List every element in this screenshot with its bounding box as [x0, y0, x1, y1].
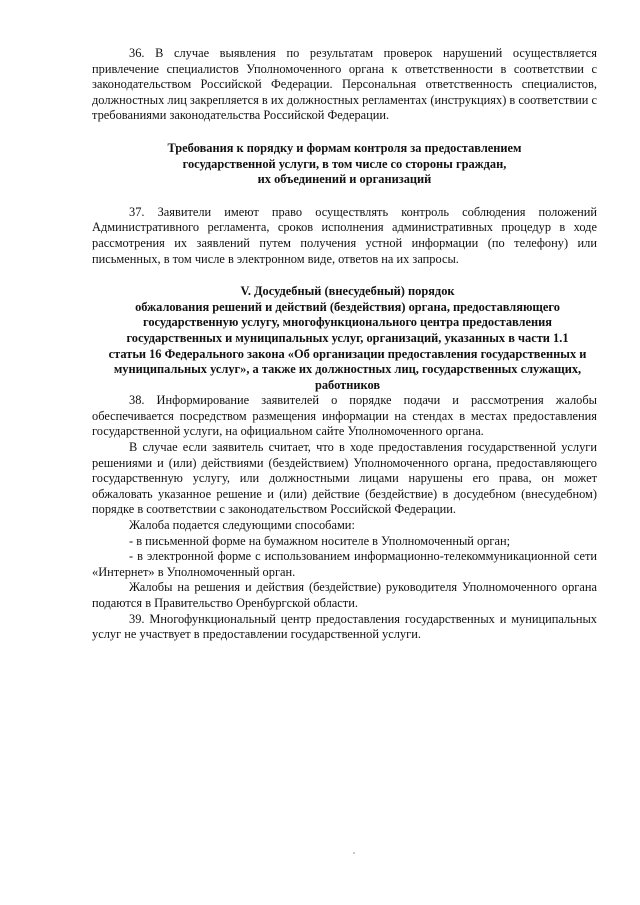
heading-line: Требования к порядку и формам контроля за предоставлением [167, 140, 522, 155]
heading-section-5 [90, 284, 605, 393]
heading-line: государственную услугу, многофункционального центра предоставления [143, 315, 552, 330]
paragraph-36: 36. В случае выявления по результатам проверок нарушений осуществляется привлечение специалистов Уполномоченного органа к ответственности в соответствии с законодательством Российской Федерации. Персональная ответственность специалистов, должностных лиц закрепляется в их должностных регламентах (инструкциях) в соответствии с требованиями законодательства Российской Федерации. [92, 46, 597, 123]
paragraph-38-violation: В случае если заявитель считает, что в ходе предоставления государственной услуги решениями и (или) действиями (бездействием) Уполномоченного органа, предоставляющего государственную услугу, или должностными лицами нарушены его права, он может обжаловать указанное решение и (или) действие (бездействие) в досудебном (внесудебном) порядке в соответствии с законодательством Российской Федерации. [92, 440, 597, 517]
heading-line: обжалования решений и действий (бездействия) органа, предоставляющего [135, 299, 560, 314]
paragraph-38: 38. Информирование заявителей о порядке подачи и рассмотрения жалобы обеспечивается посредством размещения информации на стендах в местах предоставления государственной услуги, на официальном сайте Уполномоченного органа. [92, 393, 597, 439]
paragraph-37: 37. Заявители имеют право осуществлять контроль соблюдения положений Административного регламента, сроков исполнения административных процедур в ходе рассмотрения их заявлений путем получения устной информации (по телефону) или письменных, в том числе в электронном виде, ответов на их запросы. [92, 204, 597, 266]
heading-line: статьи 16 Федерального закона «Об организации предоставления государственных и [108, 346, 587, 361]
paragraph-38-paper: - в письменной форме на бумажном носителе в Уполномоченный орган; [129, 533, 511, 548]
paragraph-39: 39. Многофункциональный центр предоставления государственных и муниципальных услуг не участвует в предоставлении государственной услуги. [92, 611, 597, 642]
heading-line: государственной услуги, в том числе со стороны граждан, [182, 156, 507, 171]
heading-control-requirements [92, 141, 597, 188]
paragraph-38-head-complaints: Жалобы на решения и действия (бездействие) руководителя Уполномоченного органа подаются в Правительство Оренбургской области. [92, 580, 597, 610]
heading-line: их объединений и организаций [257, 172, 432, 187]
heading-line: V. Досудебный (внесудебный) порядок [240, 284, 455, 299]
paragraph-38-methods: Жалоба подается следующими способами: [129, 518, 355, 533]
heading-line: муниципальных услуг», а также их должностных лиц, государственных служащих, [113, 362, 582, 377]
heading-line: государственных и муниципальных услуг, организаций, указанных в части 1.1 [126, 330, 569, 345]
scan-speck [353, 852, 355, 854]
heading-line: работников [314, 377, 381, 392]
document-body [92, 46, 597, 643]
paragraph-38-electronic: - в электронной форме с использованием информационно-телекоммуникационной сети «Интернет» в Уполномоченный орган. [92, 549, 597, 579]
